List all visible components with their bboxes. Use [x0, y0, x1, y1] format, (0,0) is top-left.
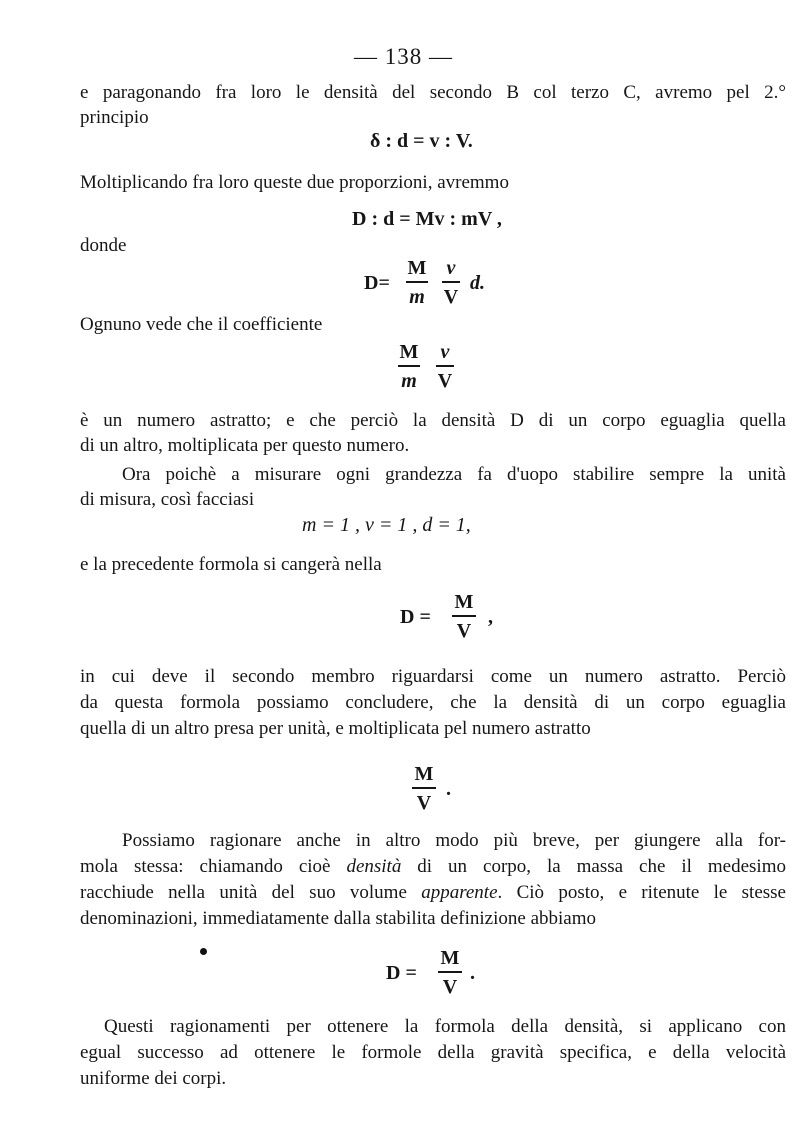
- italic-term: apparente: [421, 882, 498, 903]
- fraction-M-over-m: [406, 256, 428, 309]
- numerator: M: [440, 947, 460, 969]
- numerator: M: [407, 257, 427, 279]
- text-line: di un altro, moltiplicata per questo numero.: [80, 435, 410, 456]
- text-line: mola stessa: chiamando cioè densità di un corpo, la massa che il medesimo: [80, 856, 786, 877]
- text-line: di misura, così facciasi: [80, 489, 255, 510]
- text-line: in cui deve il secondo membro riguardarsi come un numero astratto. Perciò: [80, 666, 786, 687]
- denominator: m: [409, 285, 425, 308]
- formula-units: m = 1 , v = 1 , d = 1,: [302, 514, 471, 536]
- text-line: donde: [80, 235, 127, 256]
- formula-product: D : d = Mv : mV ,: [352, 208, 502, 230]
- fraction-M-over-V: [452, 590, 476, 643]
- fraction-M-over-V: [438, 946, 462, 999]
- numerator: M: [414, 763, 434, 785]
- denominator: V: [456, 619, 472, 642]
- text-line: uniforme dei corpi.: [80, 1068, 227, 1089]
- denominator: V: [443, 285, 459, 308]
- text-line: principio: [80, 107, 149, 128]
- fraction-M-over-V: [412, 762, 436, 815]
- numerator: M: [399, 341, 419, 363]
- numerator: v: [440, 341, 450, 363]
- denominator: V: [442, 975, 458, 998]
- denominator: m: [401, 369, 417, 392]
- denominator: V: [437, 369, 453, 392]
- text-line: racchiude nella unità del suo volume apparente. Ciò posto, e ritenute le stesse: [80, 882, 786, 903]
- text-line: Ognuno vede che il coefficiente: [80, 314, 323, 335]
- text-line: da questa formola possiamo concludere, che la densità di un corpo eguaglia: [80, 692, 786, 713]
- text-line: Moltiplicando fra loro queste due proporzioni, avremmo: [80, 172, 509, 193]
- italic-term: densità: [346, 856, 402, 877]
- text-line: Ora poichè a misurare ogni grandezza fa d'uopo stabilire sempre la unità: [122, 464, 786, 485]
- formula-proportion: δ : d = v : V.: [370, 130, 473, 152]
- formula-lhs: D =: [386, 962, 417, 984]
- text-line: denominazioni, immediatamente dalla stabilita definizione abbiamo: [80, 908, 596, 929]
- numerator: M: [454, 591, 474, 613]
- formula-tail: .: [446, 778, 451, 800]
- formula-tail: .: [470, 962, 475, 984]
- text-line: e la precedente formola si cangerà nella: [80, 554, 382, 575]
- text-line: Questi ragionamenti per ottenere la formola della densità, si applicano con: [104, 1016, 786, 1037]
- fraction-M-over-m: [398, 340, 420, 393]
- ink-spot: [200, 948, 207, 955]
- formula-lhs: D =: [400, 606, 431, 628]
- text-line: è un numero astratto; e che perciò la densità D di un corpo eguaglia quella: [80, 410, 786, 431]
- text-line: egual successo ad ottenere le formole della gravità specifica, e della velocità: [80, 1042, 786, 1063]
- denominator: V: [416, 791, 432, 814]
- text-line: Possiamo ragionare anche in altro modo più breve, per giungere alla for-: [122, 830, 786, 851]
- formula-tail: d.: [470, 272, 485, 294]
- numerator: v: [446, 257, 456, 279]
- page-number: — 138 —: [354, 44, 453, 69]
- formula-tail: ,: [488, 606, 493, 628]
- formula-lhs: D=: [364, 272, 390, 294]
- fraction-v-over-V: [436, 340, 454, 393]
- text-line: e paragonando fra loro le densità del secondo B col terzo C, avremo pel 2.°: [80, 82, 786, 103]
- fraction-v-over-V: [442, 256, 460, 309]
- text-line: quella di un altro presa per unità, e moltiplicata pel numero astratto: [80, 718, 591, 739]
